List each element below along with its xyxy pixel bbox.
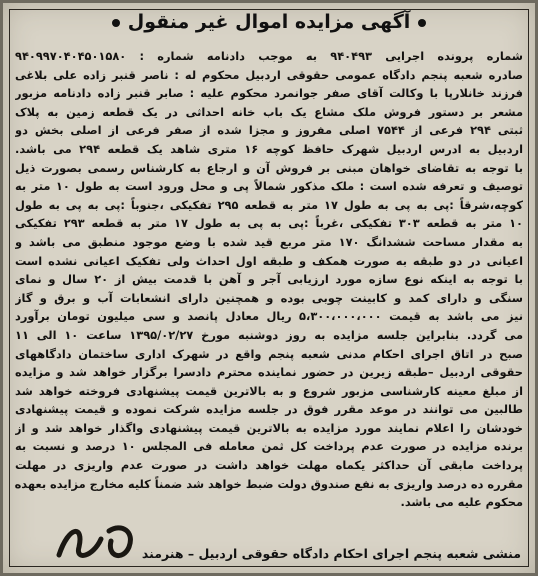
notice-text-line: نیز می باشد به قیمت ۵،۳۰۰،۰۰۰،۰۰۰ ریال معادل پانصد و سی میلیون تومان برآورد [15, 309, 523, 324]
notice-text-line: ثبتی ۲۹۴ فرعی از ۷۵۴۴ اصلی مفروز و مجزا شده از صفر فرعی از اصلی بخش دو [15, 123, 523, 138]
notice-text-line: صبح در اتاق اجرای احکام مدنی شعبه پنجم واقع در شهرک اداری ساختمان دادگاههای [15, 346, 523, 361]
notice-text-line: ۱۰ متر به قطعه ۳۰۳ تفکیکی ،غرباً :پی به پی به طول ۱۷ متر به قطعه ۲۹۳ تفکیکی [15, 216, 523, 231]
notice-body [15, 47, 523, 512]
newspaper-clipping [3, 3, 535, 573]
notice-text-line: فرزند خانلارپا با وکالت آقای صفر جوانمرد محکوم علیه : صابر قنبر زاده دادنامه مزبور [15, 86, 523, 101]
title-bullet-icon [112, 19, 120, 27]
notice-text-line: با توجه به تقاضای خواهان مبنی بر فروش آن و ارجاع به کارشناس رسمی بصورت ذیل [15, 160, 523, 175]
notice-title-text: آگهی مزایده اموال غیر منقول [127, 11, 411, 33]
notice-text-line: برنده مزایده در صورت عدم پرداخت کل ثمن معامله فی المجلس ۱۰ درصد و نسبت به [15, 439, 523, 454]
notice-text-line: سنگی و دارای کمد و کابینت چوبی بوده و همچنین دارای انشعابات آب و برق و گاز [15, 290, 523, 305]
handwritten-number-stamp [49, 517, 149, 567]
notice-text-line: کوچه،شرقاً :پی به پی به طول ۱۷ متر به قطعه ۲۹۵ تفکیکی ،جنوباً :پی به پی به طول [15, 197, 523, 212]
notice-text-line: می گردد. بنابراین جلسه مزایده به روز دوشنبه مورخ ۱۳۹۵/۰۲/۲۷ ساعت ۱۰ الی ۱۱ [15, 327, 523, 342]
notice-text-line: توصیف و تعرفه شده است : ملک مذکور شمالاً پی و محل ورود است به طول ۱۰ متر به [15, 179, 523, 194]
notice-text-line: حقوقی اردبیل –طبقه زیرین در حضور نماینده محترم دادسرا برگزار خواهد شد و مزایده [15, 365, 523, 380]
notice-text-line: از مبلغ معینه کارشناسی مزبور شروع و به بالاترین قیمت پیشنهادی فروخته خواهد شد [15, 383, 523, 398]
notice-title [3, 11, 535, 33]
notice-text-line: با توجه به اینکه نوع سازه مورد ارزیابی آجر و آهن با قدمت بیش از ۲۰ سال و نمای [15, 272, 523, 287]
notice-footer: منشی شعبه پنجم اجرای احکام دادگاه حقوقی اردبیل – هنرمند [141, 546, 521, 561]
title-bullet-icon [418, 19, 426, 27]
notice-text-line: مشعر بر دستور فروش ملک مشاع یک باب خانه احداثی در یک قطعه زمین به پلاک [15, 104, 523, 119]
notice-text-line: شماره پرونده اجرایی ۹۴۰۴۹۳ به موجب دادنامه شماره : ۹۴۰۹۹۷۰۴۰۴۵۰۱۵۸۰ [15, 49, 523, 63]
notice-text-line: خودشان را اعلام نمایند مورد مزایده به بالاترین قیمت پیشنهادی واگذار خواهد شد و از [15, 420, 523, 435]
notice-text-line: صادره شعبه پنجم دادگاه عمومی حقوقی اردبیل محکوم له : ناصر قنبر زاده علی بلاغی [15, 67, 523, 82]
notice-text-line: محکوم علیه می باشد. [400, 495, 523, 510]
notice-text-line: به مقدار مساحت ششدانگ ۱۷۰ متر مربع قید شده با وضع موجود منطبق می باشد و [15, 234, 523, 249]
notice-text-line: اعیانی در دو طبقه به صورت همکف و طبقه اول احداث ولی تفکیک اعیانی نشده است [15, 253, 523, 268]
notice-text-line: اردبیل به ادرس اردبیل شهرک حافظ کوچه ۱۶ متری شاهد یک قطعه ۲۹۴ می باشد. [15, 141, 523, 156]
notice-text-line: طالبین می توانند در موعد مقرر فوق در جلسه مزایده شرکت نموده و قیمت پیشنهادی [15, 402, 523, 417]
notice-text-line: پرداخت مابقی آن حداکثر یکماه مهلت خواهد داشت در صورت عدم واریزی در مهلت [15, 458, 523, 473]
notice-text-line: مقرره ده درصد واریزی به نفع صندوق دولت ضبط خواهد شد ضمناً کلیه مخارج مزایده بعهده [15, 476, 523, 491]
